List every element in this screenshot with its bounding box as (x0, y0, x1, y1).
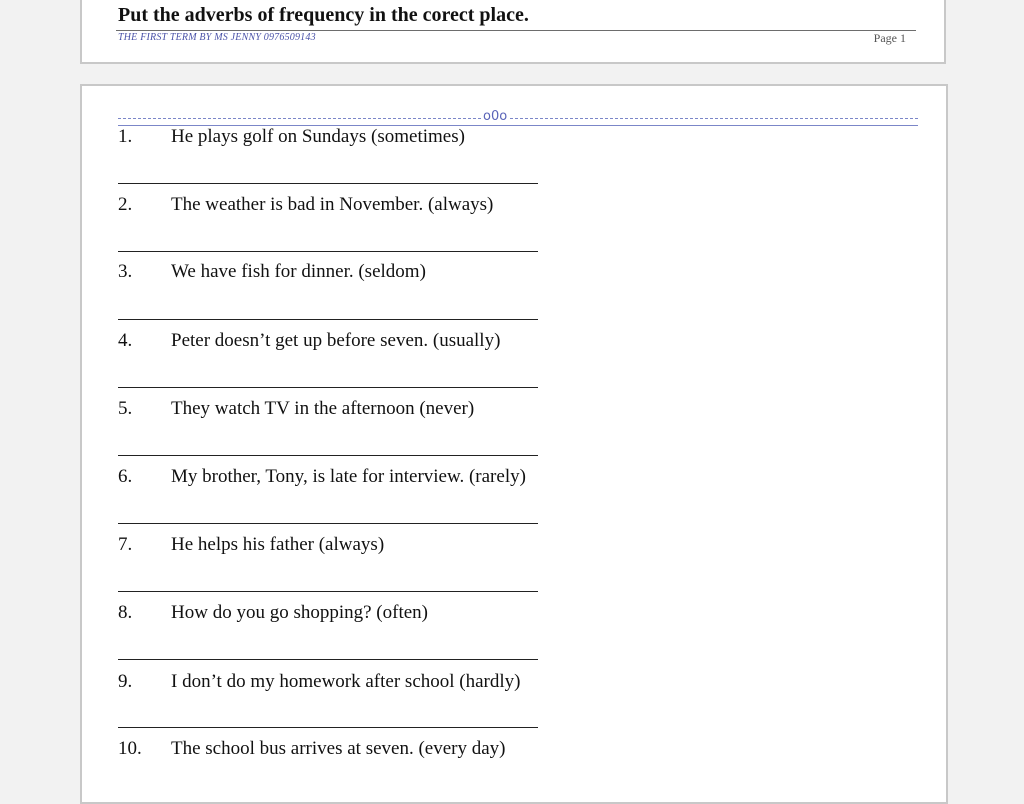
ornament-glyph: o0o (483, 109, 508, 124)
item-sentence: I don’t do my homework after school (hardly) (171, 671, 521, 692)
worksheet-page (80, 84, 948, 804)
item-sentence: The weather is bad in November. (always) (171, 194, 494, 215)
answer-line-5[interactable] (118, 455, 538, 456)
item-sentence: We have fish for dinner. (seldom) (171, 261, 426, 282)
item-number: 5. (118, 398, 133, 419)
item-sentence: He helps his father (always) (171, 534, 385, 555)
answer-line-7[interactable] (118, 591, 538, 592)
item-sentence: How do you go shopping? (often) (171, 602, 428, 623)
item-number: 1. (118, 126, 133, 147)
page-number: Page 1 (873, 31, 906, 45)
item-number: 9. (118, 671, 133, 692)
item-number: 7. (118, 534, 133, 555)
ornament-divider (118, 108, 918, 128)
header-rule (116, 30, 916, 31)
item-sentence: The school bus arrives at seven. (every day) (171, 738, 506, 759)
answer-line-8[interactable] (118, 659, 538, 660)
item-sentence: They watch TV in the afternoon (never) (171, 398, 475, 419)
answer-line-1[interactable] (118, 183, 538, 184)
item-number: 10. (118, 738, 142, 759)
answer-line-6[interactable] (118, 523, 538, 524)
page-header-card (80, 0, 946, 64)
header-subtitle: THE FIRST TERM BY MS JENNY 0976509143 (118, 32, 316, 43)
item-sentence: Peter doesn’t get up before seven. (usually) (171, 330, 501, 351)
item-number: 3. (118, 261, 133, 282)
answer-line-9[interactable] (118, 727, 538, 728)
answer-line-2[interactable] (118, 251, 538, 252)
worksheet-title: Put the adverbs of frequency in the corect place. (118, 4, 529, 26)
answer-line-3[interactable] (118, 319, 538, 320)
ornament-dash-right (510, 118, 918, 119)
answer-line-4[interactable] (118, 387, 538, 388)
item-number: 2. (118, 194, 133, 215)
item-number: 8. (118, 602, 133, 623)
item-number: 6. (118, 466, 133, 487)
ornament-dash-left (118, 118, 481, 119)
item-sentence: My brother, Tony, is late for interview. (rarely) (171, 466, 526, 487)
item-sentence: He plays golf on Sundays (sometimes) (171, 126, 465, 147)
item-number: 4. (118, 330, 133, 351)
